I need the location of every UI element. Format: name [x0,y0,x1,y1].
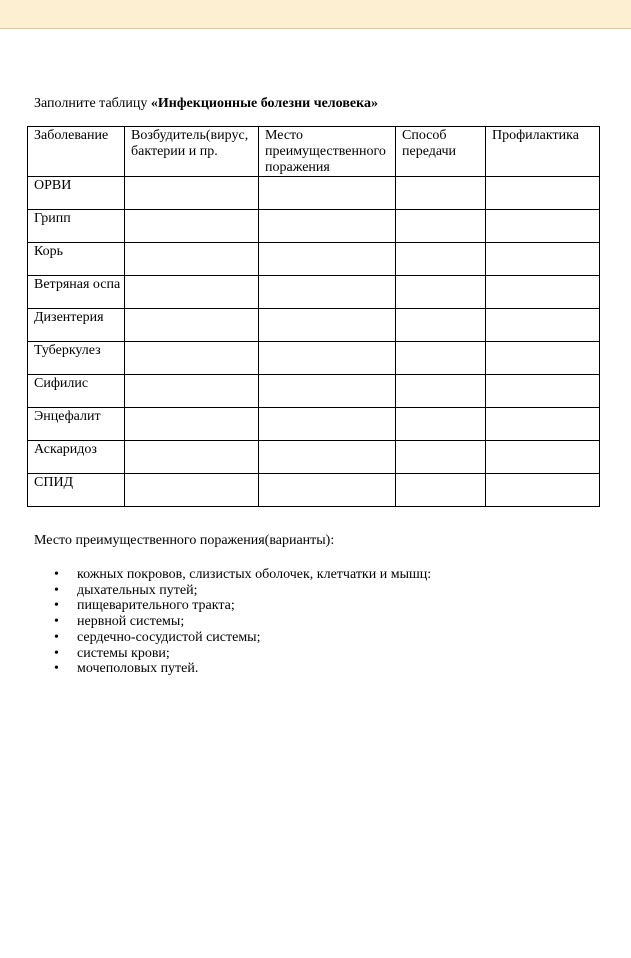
disease-name: Энцефалит [28,408,125,441]
pathogen-cell[interactable] [125,474,259,507]
transmission-cell[interactable] [396,177,486,210]
header-pathogen: Возбудитель(вирус, бактерии и пр. [125,127,259,177]
list-item [0,646,431,662]
transmission-cell[interactable] [396,276,486,309]
pathogen-cell[interactable] [125,441,259,474]
diseases-table [27,126,600,507]
list-item-text: сердечно-сосудистой системы; [77,629,261,645]
transmission-cell[interactable] [396,309,486,342]
disease-name: Корь [28,243,125,276]
table-row [28,177,600,210]
list-item-text: пищеварительного тракта; [77,598,235,614]
list-item-text: дыхательных путей; [77,582,198,598]
transmission-cell[interactable] [396,210,486,243]
disease-name: Грипп [28,210,125,243]
bullet-icon: • [54,567,59,582]
prevention-cell[interactable] [486,210,600,243]
variants-title: Место преимущественного поражения(варианты): [34,533,335,548]
disease-name: Аскаридоз [28,441,125,474]
table-row [28,408,600,441]
list-item [0,583,431,599]
disease-name: СПИД [28,474,125,507]
instruction-prefix: Заполните таблицу [34,96,151,111]
list-item-text: мочеполовых путей. [77,661,199,677]
location-cell[interactable] [259,375,396,408]
list-item [0,598,431,614]
prevention-cell[interactable] [486,408,600,441]
table-row [28,375,600,408]
pathogen-cell[interactable] [125,375,259,408]
header-disease: Заболевание [28,127,125,177]
variants-list [0,567,431,677]
prevention-cell[interactable] [486,474,600,507]
bullet-icon: • [54,645,59,661]
prevention-cell[interactable] [486,243,600,276]
prevention-cell[interactable] [486,441,600,474]
table-row [28,342,600,375]
table-header-row [28,127,600,177]
transmission-cell[interactable] [396,243,486,276]
transmission-cell[interactable] [396,375,486,408]
prevention-cell[interactable] [486,342,600,375]
bullet-icon: • [54,598,59,614]
pathogen-cell[interactable] [125,177,259,210]
disease-name: Дизентерия [28,309,125,342]
disease-name: ОРВИ [28,177,125,210]
table-row [28,243,600,276]
location-cell[interactable] [259,210,396,243]
instruction-table-title: «Инфекционные болезни человека» [150,96,378,111]
pathogen-cell[interactable] [125,243,259,276]
pathogen-cell[interactable] [125,276,259,309]
transmission-cell[interactable] [396,474,486,507]
list-item-text: нервной системы; [77,614,185,630]
document-page [0,29,631,958]
list-item [0,630,431,646]
prevention-cell[interactable] [486,375,600,408]
header-transmission: Способ передачи [396,127,486,177]
table-row [28,309,600,342]
location-cell[interactable] [259,441,396,474]
location-cell[interactable] [259,276,396,309]
prevention-cell[interactable] [486,309,600,342]
disease-name: Туберкулез [28,342,125,375]
header-location: Место преимущественного поражения [259,127,396,177]
bullet-icon: • [54,582,59,598]
top-toolbar-strip [0,0,631,29]
prevention-cell[interactable] [486,177,600,210]
instruction-text [34,96,378,112]
pathogen-cell[interactable] [125,342,259,375]
bullet-icon: • [54,661,59,677]
list-item-text: системы крови; [77,645,170,661]
header-prevention: Профилактика [486,127,600,177]
table-row [28,210,600,243]
list-item [0,614,431,630]
location-cell[interactable] [259,342,396,375]
location-cell[interactable] [259,177,396,210]
table-row [28,474,600,507]
transmission-cell[interactable] [396,342,486,375]
pathogen-cell[interactable] [125,408,259,441]
location-cell[interactable] [259,243,396,276]
transmission-cell[interactable] [396,441,486,474]
disease-name: Ветряная оспа [28,276,125,309]
table-row [28,441,600,474]
list-item-text: кожных покровов, слизистых оболочек, клетчатки и мышц: [77,567,432,582]
bullet-icon: • [54,614,59,630]
table-row [28,276,600,309]
location-cell[interactable] [259,309,396,342]
prevention-cell[interactable] [486,276,600,309]
pathogen-cell[interactable] [125,210,259,243]
bullet-icon: • [54,629,59,645]
location-cell[interactable] [259,408,396,441]
list-item [0,661,431,677]
location-cell[interactable] [259,474,396,507]
pathogen-cell[interactable] [125,309,259,342]
disease-name: Сифилис [28,375,125,408]
list-item [0,567,431,583]
transmission-cell[interactable] [396,408,486,441]
